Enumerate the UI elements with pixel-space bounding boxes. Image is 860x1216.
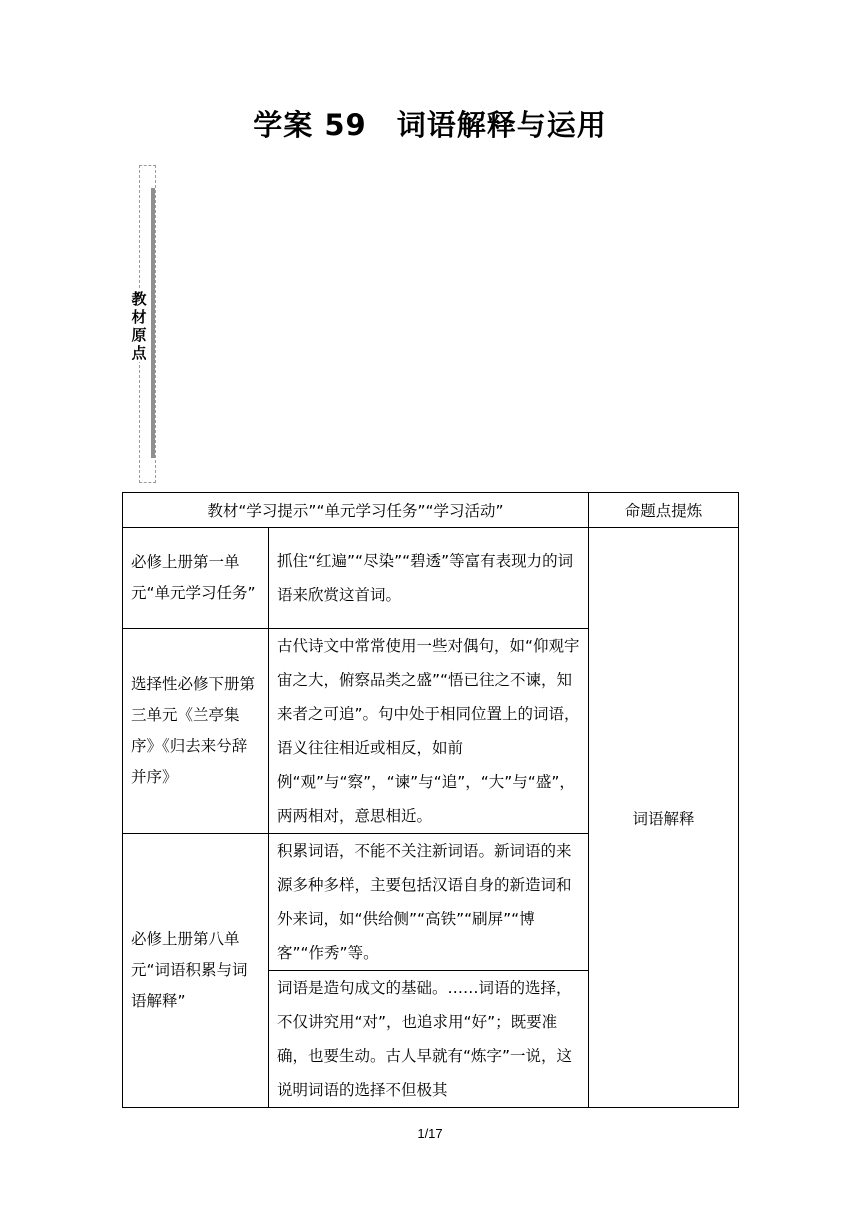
row-source: 必修上册第八单元“词语积累与词语解释” [123, 834, 269, 1108]
header-point: 命题点提炼 [589, 493, 739, 528]
side-tag-bar [151, 188, 155, 458]
page-number: 1/17 [417, 1126, 443, 1141]
side-tag-char: 教 [131, 290, 147, 308]
point-cell: 词语解释 [589, 528, 739, 1108]
side-tag-char: 点 [131, 344, 147, 362]
row-description: 抓住“红遍”“尽染”“碧透”等富有表现力的词语来欣赏这首词。 [269, 528, 589, 629]
row-source: 必修上册第一单元“单元学习任务” [123, 528, 269, 629]
table-row [123, 528, 739, 629]
row-description: 积累词语，不能不关注新词语。新词语的来源多种多样，主要包括汉语自身的新造词和外来词，如“供给侧”“高铁”“刷屏”“博客”“作秀”等。 [269, 834, 589, 971]
side-tag-char: 原 [131, 326, 147, 344]
side-tag-label [128, 290, 150, 362]
table-header-row [123, 493, 739, 528]
row-description: 古代诗文中常常使用一些对偶句，如“仰观宇宙之大，俯察品类之盛”“悟已往之不谏，知来者之可追”。句中处于相同位置上的词语，语义往往相近或相反，如前例“观”与“察”，“谏”与“追”，“大”与“盛”，两两相对，意思相近。 [269, 629, 589, 834]
row-source: 选择性必修下册第三单元《兰亭集序》《归去来兮辞并序》 [123, 629, 269, 834]
side-tag-char: 材 [131, 308, 147, 326]
row-description: 词语是造句成文的基础。……词语的选择，不仅讲究用“对”，也追求用“好”；既要准确，也要生动。古人早就有“炼字”一说，这说明词语的选择不但极其 [269, 971, 589, 1108]
header-textbook: 教材“学习提示”“单元学习任务”“学习活动” [123, 493, 589, 528]
textbook-table [122, 492, 739, 1108]
page-title: 学案 59 词语解释与运用 [253, 108, 607, 142]
